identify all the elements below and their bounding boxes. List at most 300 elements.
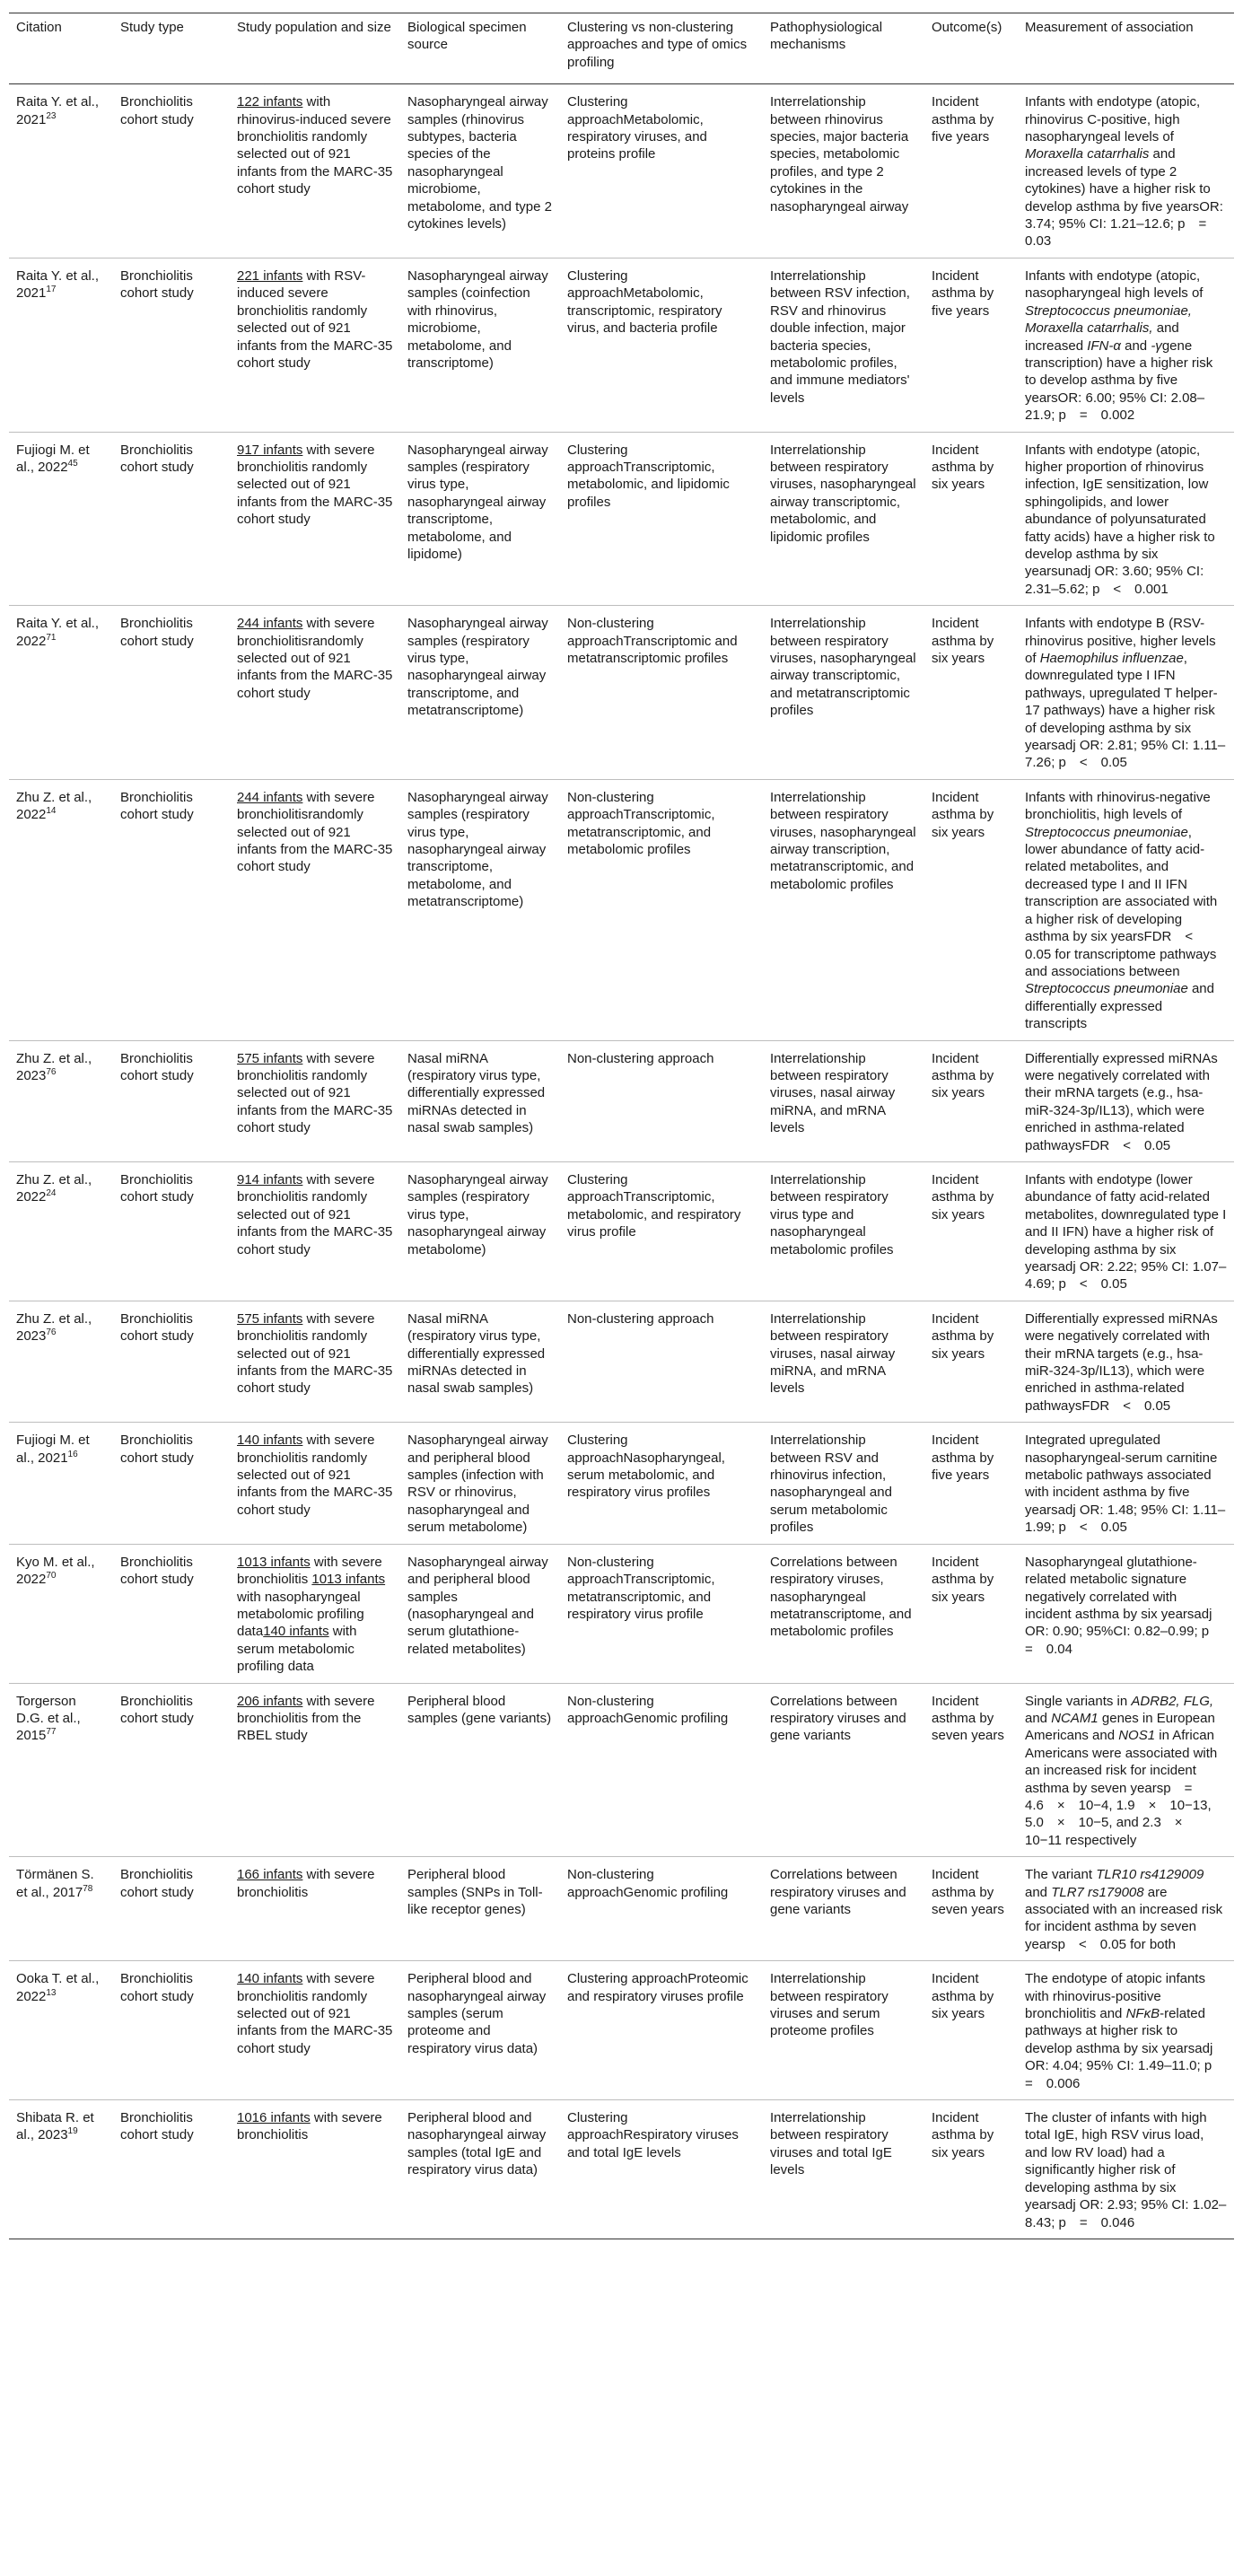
table-row [9,432,1234,606]
citation-ref[interactable]: 78 [83,1883,93,1894]
citation-text: Zhu Z. et al., 2022 [16,1171,92,1205]
measurement-text: Infants with rhinovirus-negative bronchiolitis, high levels of [1025,789,1211,823]
measurement-text: and increased levels of type 2 cytokines) have a higher risk to develop asthma by five yearsOR: 3.74; 95% CI: 1.21–12.6; p = 0.03 [1025,146,1223,250]
population-count: 575 infants [237,1050,303,1066]
citation-ref[interactable]: 70 [46,1571,57,1582]
population-count: 221 infants [237,267,303,284]
citation-cell [9,1857,113,1961]
approach-text: Non-clustering approachTranscriptomic and metatranscriptomic profiles [567,616,738,666]
citation-text: Zhu Z. et al., 2023 [16,1310,92,1345]
citation-cell [9,1161,113,1301]
population-cell [230,1161,400,1301]
population-text: with severe bronchiolitis from the RBEL study [237,1693,375,1744]
approach-cell [560,1857,763,1961]
measurement-text: , lower abundance of fatty acid-related metabolites, and decreased type I and II IFN transcription are associated with a higher risk of developing asthma by six yearsFDR < 0.05 for transcriptome pathways and associations between [1025,824,1218,979]
population-cell [230,1961,400,2100]
specimen-text: Nasopharyngeal airway and peripheral blood samples (infection with RSV or rhinovirus, nasopharyngeal and serum metabolome) [407,1433,548,1536]
citation-ref[interactable]: 16 [67,1449,78,1459]
table-body [9,84,1234,2239]
citation-ref[interactable]: 24 [46,1188,57,1199]
outcome-text: Incident asthma by six years [932,1310,994,1362]
study-type-text: Bronchiolitis cohort study [120,1867,194,1900]
specimen-cell [400,1683,560,1857]
mechanism-text: Correlations between respiratory viruses and gene variants [770,1693,906,1744]
citation-text: Raita Y. et al., 2021 [16,94,100,127]
study-type-text: Bronchiolitis cohort study [120,1433,194,1466]
measurement-text: Single variants in [1025,1693,1132,1709]
header-mechanism: Pathophysiological mechanisms [763,13,924,84]
population-count: 1016 infants [237,2110,311,2126]
outcome-cell [924,606,1018,780]
population-text: with severe bronchiolitis [237,2110,382,2143]
citation-ref[interactable]: 76 [46,1327,57,1338]
table-row [9,1683,1234,1857]
citation-cell [9,1683,113,1857]
citation-ref[interactable]: 17 [46,285,57,295]
citation-ref[interactable]: 13 [46,1987,57,1998]
measurement-text: genes in European Americans and [1025,1710,1215,1744]
measurement-cell [1018,2100,1234,2239]
outcome-cell [924,258,1018,432]
outcome-text: Incident asthma by five years [932,1433,994,1484]
measurement-text: and [1025,1884,1052,1900]
measurement-italic-term: TLR7 rs179008 [1051,1884,1144,1900]
outcome-cell [924,779,1018,1040]
approach-text: Clustering approachProteomic and respiratory viruses profile [567,1971,748,2004]
mechanism-cell [763,2100,924,2239]
study-type-cell [113,606,230,780]
approach-cell [560,1683,763,1857]
citation-text: Zhu Z. et al., 2023 [16,1050,92,1083]
approach-cell [560,1961,763,2100]
citation-ref[interactable]: 45 [67,458,78,469]
mechanism-text: Interrelationship between respiratory viruses, nasal airway miRNA, and mRNA levels [770,1310,896,1397]
measurement-italic-term: TLR10 rs4129009 [1096,1867,1204,1883]
study-type-text: Bronchiolitis cohort study [120,789,194,823]
outcome-cell [924,1161,1018,1301]
measurement-text: The endotype of atopic infants with rhinovirus-positive bronchiolitis and [1025,1971,1205,2022]
header-outcome: Outcome(s) [924,13,1018,84]
specimen-cell [400,432,560,606]
approach-text: Non-clustering approach [567,1050,714,1066]
table-row [9,1857,1234,1961]
specimen-cell [400,84,560,258]
approach-cell [560,606,763,780]
population-count: 166 infants [237,1867,303,1883]
specimen-text: Peripheral blood samples (SNPs in Toll-like receptor genes) [407,1867,543,1917]
mechanism-text: Interrelationship between rhinovirus species, major bacteria species, metabolomic profiles, and type 2 cytokines in the nasopharyngeal airway [770,94,909,215]
outcome-text: Incident asthma by seven years [932,1867,1004,1917]
table-row [9,84,1234,258]
citation-cell [9,606,113,780]
specimen-text: Nasopharyngeal airway samples (respiratory virus type, nasopharyngeal airway metabolome) [407,1171,548,1257]
citation-ref[interactable]: 23 [46,110,57,121]
population-count: 140 infants [237,1433,303,1449]
outcome-text: Incident asthma by five years [932,267,994,319]
population-count: 206 infants [237,1693,303,1709]
study-type-text: Bronchiolitis cohort study [120,1554,194,1588]
population-text: with severe bronchiolitis [237,1554,382,1588]
study-type-cell [113,2100,230,2239]
population-text: with nasopharyngeal metabolomic profiling data [237,1589,364,1640]
approach-text: Clustering approachTranscriptomic, metabolomic, and lipidomic profiles [567,442,730,510]
approach-cell [560,1301,763,1422]
measurement-cell [1018,1857,1234,1961]
measurement-italic-term: NFκB [1125,2006,1160,2022]
study-type-cell [113,1301,230,1422]
citation-text: Ooka T. et al., 2022 [16,1971,100,2004]
mechanism-cell [763,1961,924,2100]
outcome-cell [924,1857,1018,1961]
population-text: with severe bronchiolitis randomly selected out of 921 infants from the MARC-35 cohort study [237,1171,393,1257]
citation-ref[interactable]: 14 [46,806,57,817]
specimen-text: Nasopharyngeal airway and peripheral blood samples (nasopharyngeal and serum glutathione-related metabolites) [407,1554,548,1657]
population-count: 914 infants [237,1171,303,1187]
citation-ref[interactable]: 77 [46,1727,57,1738]
measurement-italic-term: NCAM1 [1051,1710,1099,1726]
measurement-italic-term: -γ [1151,337,1162,354]
mechanism-text: Correlations between respiratory viruses and gene variants [770,1867,906,1917]
measurement-text: , downregulated type I IFN pathways, upregulated T helper-17 pathways) have a higher risk of developing asthma by six yearsadj OR: 2.81; 95% CI: 1.11–7.26; p < 0.05 [1025,651,1226,771]
measurement-italic-term: Streptococcus pneumoniae [1025,981,1188,997]
specimen-cell [400,1544,560,1683]
population-cell [230,2100,400,2239]
measurement-text: The variant [1025,1867,1097,1883]
approach-text: Clustering approachTranscriptomic, metabolomic, and respiratory virus profile [567,1171,741,1240]
outcome-text: Incident asthma by seven years [932,1693,1004,1744]
study-type-cell [113,779,230,1040]
citation-text: Fujiogi M. et al., 2021 [16,1433,90,1466]
specimen-text: Nasopharyngeal airway samples (rhinovirus subtypes, bacteria species of the nasopharyngeal microbiome, metabolome, and type 2 cytokines levels) [407,94,552,232]
approach-cell [560,1544,763,1683]
citation-ref[interactable]: 19 [67,2126,78,2137]
study-type-cell [113,84,230,258]
table-row [9,606,1234,780]
population-count: 140 infants [237,1971,303,1987]
mechanism-cell [763,1161,924,1301]
outcome-text: Incident asthma by six years [932,1171,994,1222]
population-text: with severe bronchiolitis randomly selected out of 921 infants from the MARC-35 cohort study [237,1050,393,1136]
approach-cell [560,1161,763,1301]
population-cell [230,1683,400,1857]
citation-cell [9,1423,113,1544]
outcome-text: Incident asthma by six years [932,1554,994,1605]
header-row [9,13,1234,84]
population-cell [230,1544,400,1683]
citation-text: Fujiogi M. et al., 2022 [16,442,90,475]
measurement-text: Differentially expressed miRNAs were negatively correlated with their mRNA targets (e.g., hsa-miR-324-3p/IL13), which were enriched in asthma-related pathwaysFDR < 0.05 [1025,1310,1218,1414]
measurement-cell [1018,1161,1234,1301]
mechanism-text: Interrelationship between respiratory viruses, nasopharyngeal airway transcriptomic, metabolomic, and lipidomic profiles [770,442,916,545]
measurement-italic-term: IFN-α [1087,337,1121,354]
citation-ref[interactable]: 76 [46,1066,57,1077]
measurement-text: The cluster of infants with high total IgE, high RSV virus load, and low RV load) had a significantly higher risk of developing asthma by six yearsadj OR: 2.93; 95% CI: 1.02–8.43; p = 0.046 [1025,2110,1227,2230]
approach-text: Non-clustering approach [567,1310,714,1327]
population-text: with severe bronchiolitis randomly selected out of 921 infants from the MARC-35 cohort study [237,1310,393,1397]
population-text: with serum metabolomic profiling data [237,1624,357,1675]
citation-cell [9,1961,113,2100]
header-measurement: Measurement of association [1018,13,1234,84]
population-text: with severe bronchiolitisrandomly selected out of 921 infants from the MARC-35 cohort study [237,616,393,701]
approach-cell [560,779,763,1040]
measurement-text: gene transcription) have a higher risk to develop asthma by five yearsOR: 6.00; 95% CI: 2.08–21.9; p = 0.002 [1025,337,1213,424]
mechanism-text: Interrelationship between RSV infection, RSV and rhinovirus double infection, major bacteria species, metabolomic profiles, and immune mediators' levels [770,267,910,406]
population-cell [230,606,400,780]
measurement-italic-term: ADRB2, FLG, [1131,1693,1214,1709]
study-type-cell [113,1683,230,1857]
header-approach: Clustering vs non-clustering approaches and type of omics profiling [560,13,763,84]
mechanism-text: Interrelationship between respiratory viruses, nasopharyngeal airway transcription, metatranscriptomic, and metabolomic profiles [770,789,916,892]
specimen-text: Nasal miRNA (respiratory virus type, differentially expressed miRNAs detected in nasal swab samples) [407,1050,546,1136]
measurement-text: Differentially expressed miRNAs were negatively correlated with their mRNA targets (e.g., hsa-miR-324-3p/IL13), which were enriched in asthma-related pathwaysFDR < 0.05 [1025,1050,1218,1153]
mechanism-text: Interrelationship between respiratory viruses and serum proteome profiles [770,1971,888,2039]
measurement-cell [1018,1544,1234,1683]
mechanism-text: Interrelationship between respiratory viruses, nasal airway miRNA, and mRNA levels [770,1050,896,1136]
outcome-cell [924,1423,1018,1544]
study-type-text: Bronchiolitis cohort study [120,1971,194,2004]
mechanism-text: Interrelationship between respiratory virus type and nasopharyngeal metabolomic profiles [770,1171,894,1257]
outcome-cell [924,432,1018,606]
study-type-cell [113,1544,230,1683]
population-cell [230,84,400,258]
header-study-type: Study type [113,13,230,84]
mechanism-cell [763,606,924,780]
specimen-cell [400,1961,560,2100]
outcome-cell [924,1301,1018,1422]
approach-text: Non-clustering approachTranscriptomic, metatranscriptomic, and respiratory virus profile [567,1554,715,1622]
measurement-text: -related pathways at higher risk to develop asthma by six yearsadj OR: 4.04; 95% CI: 1.49–11.0; p = 0.006 [1025,2006,1226,2091]
population-count: 244 infants [237,616,303,632]
measurement-italic-term: Streptococcus pneumoniae, Moraxella catarrhalis, [1025,302,1192,337]
measurement-text: and increased [1025,320,1179,354]
table-row [9,258,1234,432]
citation-cell [9,779,113,1040]
approach-cell [560,258,763,432]
citation-cell [9,2100,113,2239]
omics-studies-table [9,13,1234,2239]
measurement-text: Infants with endotype (atopic, rhinovirus C-positive, high nasopharyngeal levels of [1025,94,1201,145]
approach-cell [560,1040,763,1161]
mechanism-cell [763,1423,924,1544]
measurement-cell [1018,606,1234,780]
population-text: with RSV-induced severe bronchiolitis randomly selected out of 921 infants from the MARC-35 cohort study [237,267,393,371]
outcome-text: Incident asthma by six years [932,442,994,493]
specimen-cell [400,1423,560,1544]
header-specimen: Biological specimen source [400,13,560,84]
specimen-text: Peripheral blood samples (gene variants) [407,1693,552,1726]
citation-ref[interactable]: 71 [46,632,57,643]
mechanism-cell [763,84,924,258]
measurement-cell [1018,1301,1234,1422]
approach-cell [560,84,763,258]
outcome-text: Incident asthma by six years [932,789,994,840]
population-count: 1013 infants [237,1554,311,1570]
population-cell [230,432,400,606]
mechanism-cell [763,1301,924,1422]
specimen-text: Peripheral blood and nasopharyngeal airway samples (total IgE and respiratory virus data) [407,2110,547,2178]
specimen-text: Nasopharyngeal airway samples (respiratory virus type, nasopharyngeal airway transcriptome, and metatranscriptome) [407,616,548,719]
measurement-text: Nasopharyngeal glutathione-related metabolic signature negatively correlated with incident asthma by six yearsadj OR: 0.90; 95%CI: 0.82–0.99; p = 0.04 [1025,1554,1223,1657]
population-count: 575 infants [237,1310,303,1327]
measurement-cell [1018,1423,1234,1544]
study-type-cell [113,258,230,432]
study-type-text: Bronchiolitis cohort study [120,1310,194,1345]
measurement-text: and [1025,1710,1052,1726]
table-row [9,2100,1234,2239]
population-cell [230,1423,400,1544]
mechanism-text: Interrelationship between respiratory viruses and total IgE levels [770,2110,892,2178]
study-type-text: Bronchiolitis cohort study [120,94,194,127]
population-text: with severe bronchiolitis [237,1867,375,1900]
study-type-cell [113,1423,230,1544]
citation-cell [9,84,113,258]
specimen-cell [400,1161,560,1301]
population-text: with severe bronchiolitisrandomly selected out of 921 infants from the MARC-35 cohort study [237,789,393,875]
outcome-cell [924,2100,1018,2239]
outcome-cell [924,1683,1018,1857]
measurement-text: Infants with endotype (atopic, nasopharyngeal high levels of [1025,267,1204,302]
specimen-text: Nasopharyngeal airway samples (respiratory virus type, nasopharyngeal airway transcriptome, metabolome, and lipidome) [407,442,548,562]
specimen-cell [400,1301,560,1422]
citation-text: Kyo M. et al., 2022 [16,1554,95,1588]
population-text: with rhinovirus-induced severe bronchiolitis randomly selected out of 921 infants from the MARC-35 cohort study [237,94,393,197]
approach-text: Clustering approachMetabolomic, respiratory viruses, and proteins profile [567,94,707,162]
approach-text: Non-clustering approachGenomic profiling [567,1693,729,1726]
study-type-cell [113,1040,230,1161]
mechanism-cell [763,1544,924,1683]
citation-cell [9,432,113,606]
table-row [9,1040,1234,1161]
outcome-text: Incident asthma by six years [932,2110,994,2160]
outcome-text: Incident asthma by six years [932,1971,994,2022]
population-text: with severe bronchiolitis randomly selected out of 921 infants from the MARC-35 cohort study [237,442,393,528]
header-population: Study population and size [230,13,400,84]
population-count: 122 infants [237,94,303,110]
citation-cell [9,1040,113,1161]
measurement-text: Infants with endotype (atopic, higher proportion of rhinovirus infection, IgE sensitization, low sphingolipids, and lower abundance of polyunsaturated fatty acids) have a higher risk to develop asthma by six yearsunadj OR: 3.60; 95% CI: 2.31–5.62; p < 0.001 [1025,442,1215,597]
population-count: 1013 infants [311,1572,386,1588]
measurement-cell [1018,258,1234,432]
study-type-cell [113,1857,230,1961]
table-row [9,1423,1234,1544]
specimen-cell [400,1040,560,1161]
study-type-text: Bronchiolitis cohort study [120,616,194,649]
table-row [9,1301,1234,1422]
approach-cell [560,432,763,606]
study-type-cell [113,1961,230,2100]
mechanism-cell [763,1683,924,1857]
measurement-italic-term: Streptococcus pneumoniae [1025,824,1188,840]
specimen-cell [400,258,560,432]
measurement-text: are associated with an increased risk for incident asthma by seven yearsp < 0.05 for both [1025,1884,1223,1952]
outcome-text: Incident asthma by six years [932,1050,994,1101]
citation-text: Raita Y. et al., 2021 [16,267,100,302]
approach-text: Non-clustering approachGenomic profiling [567,1867,729,1900]
approach-cell [560,2100,763,2239]
measurement-text: and [1120,337,1151,354]
citation-cell [9,258,113,432]
population-count: 244 infants [237,789,303,805]
approach-text: Clustering approachNasopharyngeal, serum metabolomic, and respiratory virus profiles [567,1433,725,1501]
mechanism-cell [763,1857,924,1961]
study-type-text: Bronchiolitis cohort study [120,267,194,302]
mechanism-cell [763,779,924,1040]
measurement-cell [1018,1961,1234,2100]
population-cell [230,258,400,432]
citation-text: Zhu Z. et al., 2022 [16,789,92,823]
approach-text: Clustering approachRespiratory viruses and total IgE levels [567,2110,739,2160]
measurement-cell [1018,1040,1234,1161]
study-type-text: Bronchiolitis cohort study [120,2110,194,2143]
specimen-cell [400,779,560,1040]
measurement-italic-term: Haemophilus influenzae [1039,651,1184,666]
citation-cell [9,1301,113,1422]
citation-text: Torgerson D.G. et al., 2015 [16,1693,81,1744]
specimen-text: Peripheral blood and nasopharyngeal airway samples (serum proteome and respiratory virus data) [407,1971,547,2056]
population-count: 140 infants [263,1624,329,1640]
study-type-text: Bronchiolitis cohort study [120,1050,194,1083]
specimen-cell [400,1857,560,1961]
population-cell [230,1040,400,1161]
citation-text: Shibata R. et al., 2023 [16,2110,94,2143]
table-row [9,1544,1234,1683]
specimen-text: Nasopharyngeal airway samples (coinfection with rhinovirus, microbiome, metabolome, and transcriptome) [407,267,548,371]
measurement-text: and differentially expressed transcripts [1025,981,1214,1032]
study-type-text: Bronchiolitis cohort study [120,1693,194,1726]
measurement-cell [1018,432,1234,606]
outcome-text: Incident asthma by five years [932,94,994,145]
mechanism-cell [763,432,924,606]
header-citation: Citation [9,13,113,84]
measurement-italic-term: NOS1 [1118,1728,1156,1744]
study-type-cell [113,432,230,606]
measurement-text: Infants with endotype (lower abundance of fatty acid-related metabolites, downregulated type I and II IFN) have a higher risk of developing asthma by six yearsadj OR: 2.22; 95% CI: 1.07–4.69; p < 0.05 [1025,1171,1227,1292]
population-count: 917 infants [237,442,303,458]
table-row [9,1961,1234,2100]
table-header [9,13,1234,84]
mechanism-cell [763,1040,924,1161]
measurement-cell [1018,84,1234,258]
outcome-text: Incident asthma by six years [932,616,994,666]
table-row [9,1161,1234,1301]
citation-text: Törmänen S. et al., 2017 [16,1867,94,1900]
measurement-cell [1018,1683,1234,1857]
mechanism-cell [763,258,924,432]
outcome-cell [924,1544,1018,1683]
population-cell [230,1857,400,1961]
measurement-text: Integrated upregulated nasopharyngeal-serum carnitine metabolic pathways associated with incident asthma by five yearsadj OR: 1.48; 95% CI: 1.11–1.99; p < 0.05 [1025,1433,1226,1536]
measurement-text: Infants with endotype B (RSV-rhinovirus positive, higher levels of [1025,616,1216,666]
table-row [9,779,1234,1040]
population-cell [230,1301,400,1422]
study-type-cell [113,1161,230,1301]
mechanism-text: Correlations between respiratory viruses, nasopharyngeal metatranscriptome, and metabolomic profiles [770,1554,912,1640]
measurement-cell [1018,779,1234,1040]
study-type-text: Bronchiolitis cohort study [120,442,194,475]
measurement-text: in African Americans were associated with an increased risk for incident asthma by seven yearsp = 4.6 × 10−4, 1.9 × 10−13, 5.0 × 10−5, and 2.3 × 10−11 respectively [1025,1728,1218,1848]
study-type-text: Bronchiolitis cohort study [120,1171,194,1205]
outcome-cell [924,1040,1018,1161]
specimen-text: Nasal miRNA (respiratory virus type, differentially expressed miRNAs detected in nasal swab samples) [407,1310,546,1397]
approach-cell [560,1423,763,1544]
approach-text: Non-clustering approachTranscriptomic, metatranscriptomic, and metabolomic profiles [567,789,715,858]
mechanism-text: Interrelationship between respiratory viruses, nasopharyngeal airway transcriptomic, and metatranscriptomic profiles [770,616,916,719]
specimen-cell [400,2100,560,2239]
specimen-cell [400,606,560,780]
outcome-cell [924,1961,1018,2100]
population-cell [230,779,400,1040]
measurement-italic-term: Moraxella catarrhalis [1025,146,1150,162]
